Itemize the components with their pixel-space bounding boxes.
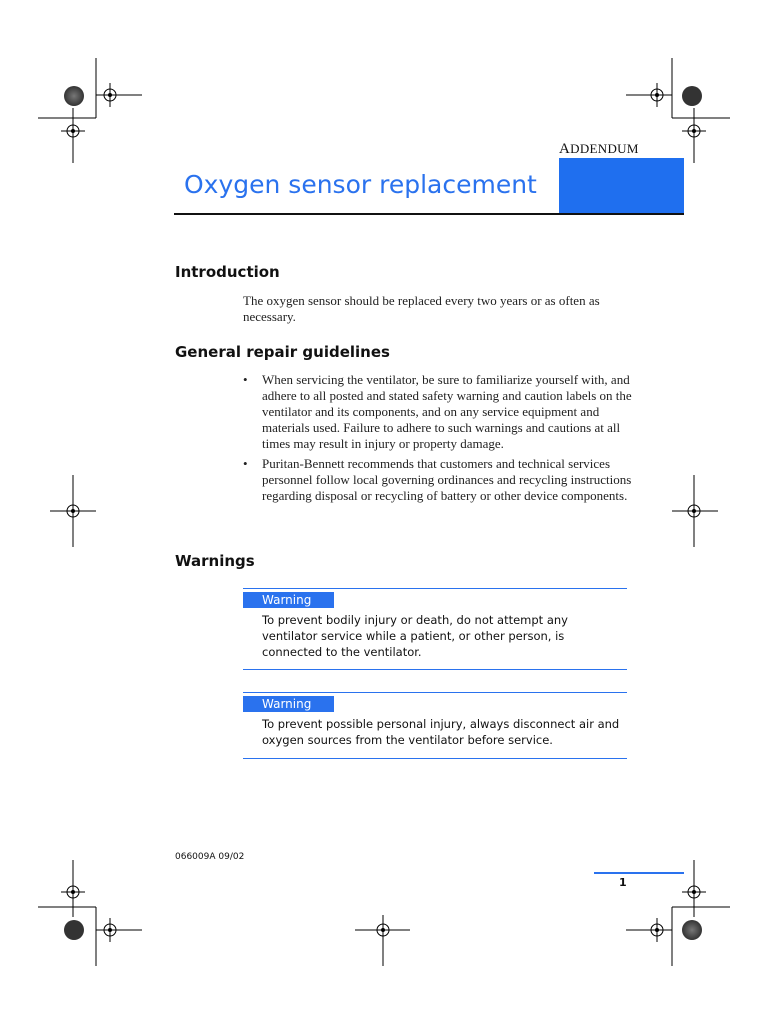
list-item: • Puritan-Bennett recommends that customers and technical services personnel follow local governing ordinances and recycling instructions regarding disposal or recycling of battery or other device components. — [243, 456, 632, 503]
warning-box — [243, 588, 627, 670]
heading-warnings: Warnings — [175, 552, 255, 570]
section-tab — [559, 158, 684, 214]
page-number-rule — [594, 872, 684, 874]
page-number: 1 — [619, 876, 627, 889]
introduction-text: The oxygen sensor should be replaced every two years or as often as necessary. — [243, 293, 600, 324]
warning-label: Warning — [243, 592, 334, 608]
title-rule — [174, 213, 684, 215]
heading-guidelines: General repair guidelines — [175, 343, 390, 361]
warning-text: To prevent bodily injury or death, do not attempt any ventilator service while a patient, or other person, is connected to the ventilator. — [262, 613, 568, 659]
guidelines-list — [243, 372, 633, 508]
warning-text: To prevent possible personal injury, always disconnect air and oxygen sources from the ventilator before service. — [262, 717, 620, 747]
warning-bottom-rule — [243, 669, 627, 670]
document-code: 066009A 09/02 — [175, 852, 245, 862]
warning-label: Warning — [243, 696, 334, 712]
bullet-glyph: • — [243, 456, 248, 471]
section-label: ADDENDUM — [559, 141, 639, 157]
page-title: Oxygen sensor replacement — [184, 170, 537, 199]
list-item: • When servicing the ventilator, be sure to familiarize yourself with, and adhere to all posted and stated safety warning and caution labels on the ventilator and its components, and on any service equipment and materials used. Failure to adhere to such warnings and cautions at all times may result in injury or property damage. — [243, 372, 632, 451]
warning-box — [243, 692, 627, 759]
warning-bottom-rule — [243, 758, 627, 759]
bullet-glyph: • — [243, 372, 248, 387]
heading-introduction: Introduction — [175, 263, 280, 281]
